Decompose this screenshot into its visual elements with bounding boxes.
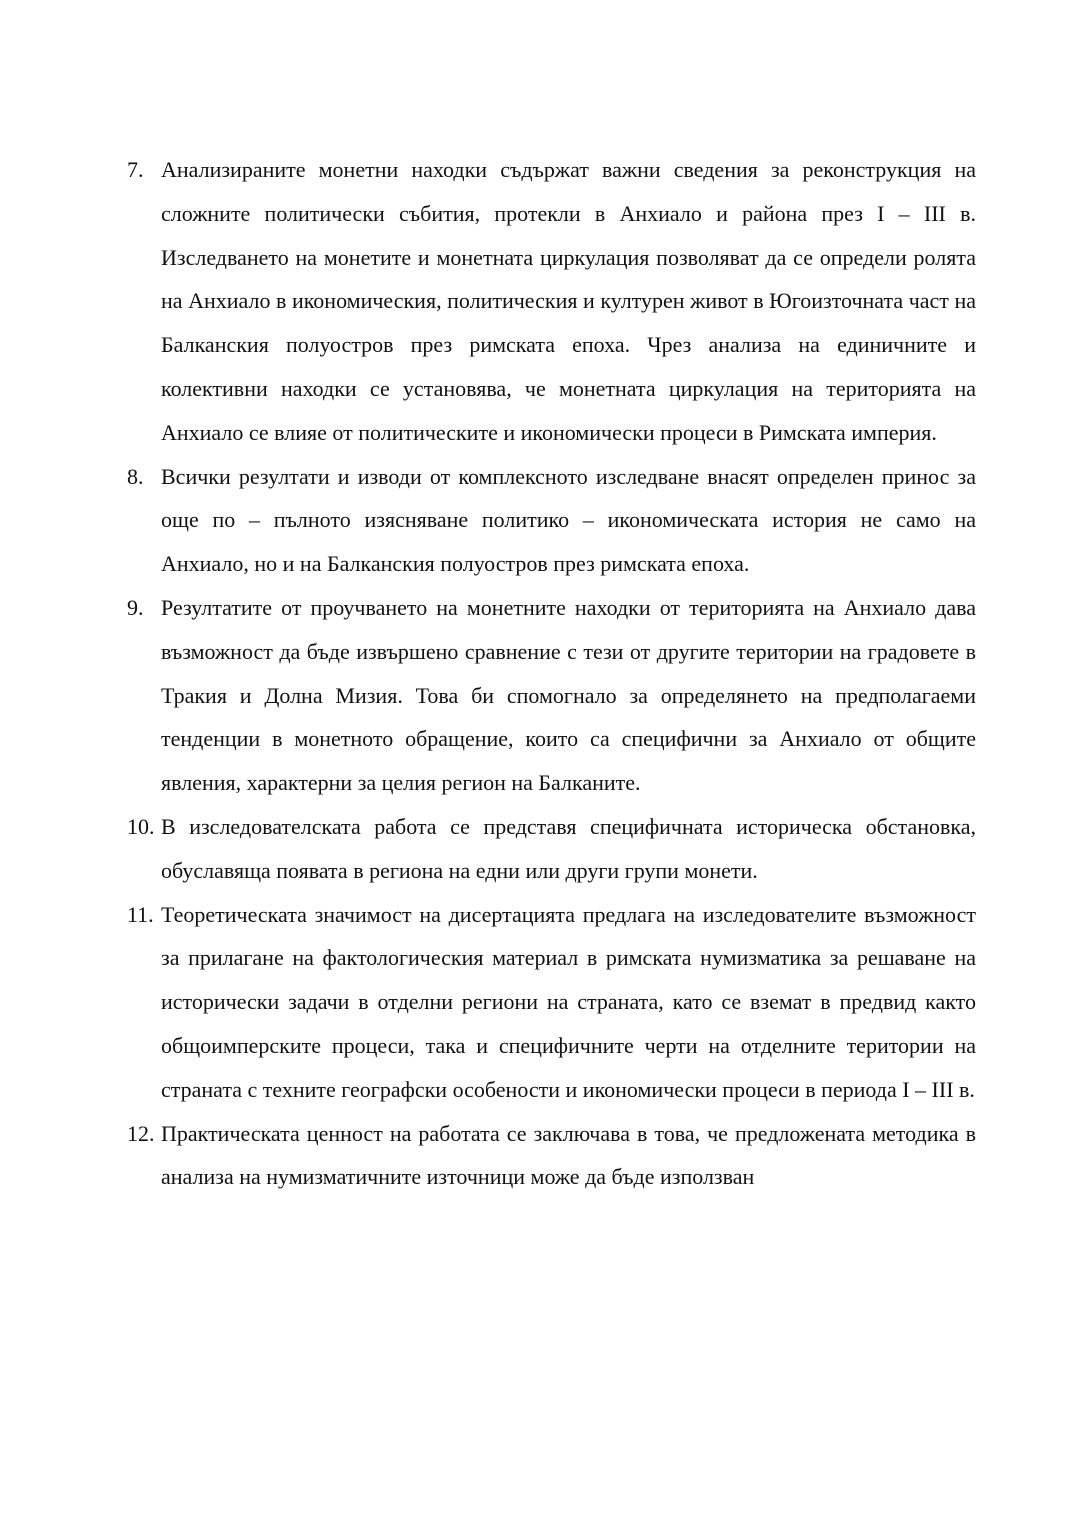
list-item [0,893,1080,1112]
list-item [0,148,1080,455]
list-item [0,805,1080,893]
list-item-number: 8. [127,463,144,489]
list-item-number: 7. [127,157,144,182]
list-item-text: Анализираните монетни находки съдържат важни сведения за реконструкция на сложните политически събития, протекли в Анхиало и района през I – III в. Изследването на монетите и монетната циркулация позволяват да се определи ролята на Анхиало в икономическия, политическия и културен живот в Югоизточната част на Балканския полуостров през римската епоха. Чрез анализа на единичните и колективни находки се установява, че монетната циркулация на територията на Анхиало се влияе от политическите и икономически процеси в Римската империя. [161,157,976,445]
list-item-text: Теоретическата значимост на дисертацията предлага на изследователите възможност за прилагане на фактологическия материал в римската нумизматика за решаване на исторически задачи в отделни региони на страната, като се вземат в предвид както общоимперските процеси, така и специфичните черти на отделните територии на страната с техните географски особености и икономически процеси в периода I – III в. [161,901,976,1102]
conclusions-list [0,148,1080,1199]
list-item [0,586,1080,805]
list-item-number: 11. [127,901,154,927]
list-item [0,455,1080,586]
list-item-number: 12. [127,1120,155,1146]
list-item-number: 9. [127,594,144,620]
list-item-text: Практическата ценност на работата се заключава в това, че предложената методика в анализа на нумизматичните източници може да бъде използван [161,1120,976,1190]
list-item-number: 10. [127,813,155,839]
list-item [0,1112,1080,1200]
list-item-text: Резултатите от проучването на монетните находки от територията на Анхиало дава възможност да бъде извършено сравнение с тези от другите територии на градовете в Тракия и Долна Мизия. Това би спомогнало за определянето на предполагаеми тенденции в монетното обращение, които са специфични за Анхиало от общите явления, характерни за целия регион на Балканите. [161,594,976,796]
list-item-text: В изследователската работа се представя специфичната историческа обстановка, обуславяща появата в региона на едни или други групи монети. [161,813,976,883]
list-item-text: Всички резултати и изводи от комплексното изследване внасят определен принос за още по – пълното изясняване политико – икономическата история не само на Анхиало, но и на Балканския полуостров през римската епоха. [161,463,976,577]
